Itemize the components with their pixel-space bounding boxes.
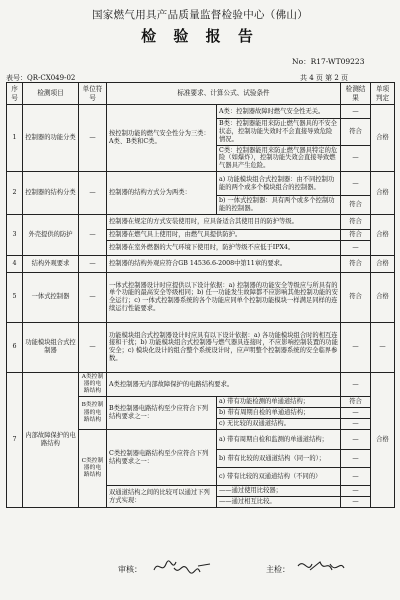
table-row <box>7 172 395 196</box>
row-unit: — <box>79 272 107 322</box>
row-result: — <box>341 450 371 468</box>
row-unit: — <box>79 105 107 172</box>
inspection-table <box>6 82 395 508</box>
table-row <box>7 214 395 229</box>
row-unit: — <box>79 172 107 215</box>
chief-inspector-label: 主检： <box>266 565 290 574</box>
row-standard: 控制器的结构方式分为两类： <box>107 172 217 215</box>
row-seq: 6 <box>7 322 23 372</box>
sub-requirement: A类：控制器故障时燃气安全性无关。 <box>217 105 341 119</box>
row-seq: 7 <box>7 372 23 507</box>
row-standard: 控制器的结构外观应符合GB 14536.6-2008中第11章的要求。 <box>107 255 341 272</box>
row-standard: 控制器在燃气具上使用时，由燃气具提供防护。 <box>107 229 341 240</box>
sub-requirement: C类：控制器能用来防止燃气器具特定的危险（如爆炸），控制功能失效会直接导致燃气器具产生危险。 <box>217 145 341 172</box>
row-result: 符合 <box>341 196 371 215</box>
row-result: — <box>341 172 371 196</box>
row-seq: 5 <box>7 272 23 322</box>
row-judge: 合格 <box>371 255 395 272</box>
col-standard: 标准要求、计算公式、试验条件 <box>107 83 341 105</box>
row-item: 控制器的功能分类 <box>23 105 79 172</box>
report-number: No：R17-WT09223 <box>292 57 365 66</box>
row-item: 控制器的结构分类 <box>23 172 79 215</box>
subclass-b-label: B类控制器的电路结构 <box>79 397 107 430</box>
row-result: 符合 <box>341 397 371 408</box>
table-row <box>7 255 395 272</box>
row-judge: 合格 <box>371 105 395 172</box>
row-unit: — <box>79 214 107 255</box>
sub-requirement: a) 带有周期自检和监测的单通道结构； <box>217 430 341 450</box>
page-count: 共 4 页 第 2 页 <box>300 74 349 82</box>
table-header-row <box>7 83 395 105</box>
org-name: 国家燃气用具产品质量监督检验中心（佛山） <box>92 9 308 21</box>
row-result: 符合 <box>341 119 371 146</box>
row-item: 一体式控制器 <box>23 272 79 322</box>
sub-requirement: b) 一体式控制器：具有两个或多个控制功能的控制器。 <box>217 196 341 215</box>
sub-requirement: a) 功能模块组合式控制器：由不同控制功能的两个或多个模块组合的控制器。 <box>217 172 341 196</box>
report-title: 检 验 报 告 <box>141 27 259 45</box>
subclass-c-label: C类控制器的电路结构 <box>79 430 107 508</box>
row-standard: 功能模块组合式控制器设计时应具有以下设计依据：a) 各功能模块组合时的相互连接和干扰；b) 功能模块组合式控制器与燃气器具连接时，不应影响控制装置的功能安全；c) 模块化设计的组合整个系统设计时，应声明整个控制器系统的安全临界参数。 <box>107 322 341 372</box>
comparison-desc: 双通道结构之间的比较可以通过下列方式实现： <box>107 486 217 508</box>
row-result: 符合 <box>341 214 371 229</box>
subclass-a-label: A类控制器的电路结构 <box>79 372 107 397</box>
sub-requirement: a) 带有功能检测的单通道结构； <box>217 397 341 408</box>
row-seq: 4 <box>7 255 23 272</box>
row-result: — <box>341 497 371 508</box>
row-standard: 控制器在室外燃器的大气环境下使用时，防护等级不应低于IPX4。 <box>107 240 341 255</box>
chief-inspector-signature <box>296 556 346 578</box>
table-row <box>7 272 395 322</box>
row-item: 功能模块组合式控制器 <box>23 322 79 372</box>
col-judge: 单项判定 <box>371 83 395 105</box>
col-unit: 单位符号 <box>79 83 107 105</box>
sub-requirement: ——通过使用比较器； <box>217 486 341 497</box>
sub-requirement: B类：控制器能用来防止燃气器具的不安全状态，控制功能失效时不会直接导致危险情况。 <box>217 119 341 146</box>
row-result: — <box>341 486 371 497</box>
row-item: 外壳提供的防护 <box>23 214 79 255</box>
row-judge: — <box>371 322 395 372</box>
row-result: — <box>341 430 371 450</box>
row-result: — <box>341 419 371 430</box>
row-standard: 控制器在规定的方式安装使用时，应具备适合其使用目的防护等级。 <box>107 214 341 229</box>
row-judge: 合格 <box>371 272 395 322</box>
row-unit: — <box>79 255 107 272</box>
row-result: — <box>341 468 371 486</box>
col-item: 检测项目 <box>23 83 79 105</box>
reviewer-signature <box>152 556 212 578</box>
row-result: — <box>341 145 371 172</box>
row-item: 内部故障保护的电路结构 <box>23 372 79 507</box>
table-row <box>7 322 395 372</box>
table-number: 表号：QR-CX049-02 <box>6 74 76 82</box>
row-result: — <box>341 408 371 419</box>
row-seq: 2 <box>7 172 23 215</box>
subclass-b-desc: B类控制器电路结构至少应符合下列结构要求之一： <box>107 397 217 430</box>
row-judge: 合格 <box>371 172 395 215</box>
col-result: 检测结果 <box>341 83 371 105</box>
sub-requirement: b) 带有周期自检的单通道结构； <box>217 408 341 419</box>
row-standard: 按控制功能的燃气安全性分为三类：A类、B类和C类。 <box>107 105 217 172</box>
subclass-c-desc: C类控制器电路结构至少应符合下列结构要求之一： <box>107 430 217 486</box>
row-item: 结构外观要求 <box>23 255 79 272</box>
sub-requirement: c) 带有比较的双通道结构（不同的） <box>217 468 341 486</box>
sub-requirement: b) 带有比较的双通道结构（同一的）； <box>217 450 341 468</box>
row-result: — <box>341 240 371 255</box>
row-unit: — <box>79 322 107 372</box>
reviewer-label: 审核： <box>118 565 142 574</box>
row-standard: 一体式控制器设计时应提供以下设计依据：a) 控制器的功能安全等级应与所具有的单个功能的最高安全等级相同；b) 任一功能发生故障都不应影响其他控制功能的安全运行；c) 一体式控制器系统的各个功能应同单个控制功能模块一样满足同样的连续运行性能要求。 <box>107 272 341 322</box>
row-judge: 合格 <box>371 372 395 507</box>
sub-requirement: c) 无比较的双通道结构。 <box>217 419 341 430</box>
row-seq: 3 <box>7 214 23 255</box>
row-judge: 合格 <box>371 214 395 255</box>
row-result: 符合 <box>341 229 371 240</box>
row-result: 符合 <box>341 272 371 322</box>
row-seq: 1 <box>7 105 23 172</box>
row-standard: A类控制器无内部故障保护的电路结构要求。 <box>107 372 341 397</box>
table-row <box>7 372 395 397</box>
row-result: 符合 <box>341 255 371 272</box>
sub-requirement: ——通过相互比较。 <box>217 497 341 508</box>
row-result: — <box>341 322 371 372</box>
col-seq: 序号 <box>7 83 23 105</box>
table-row <box>7 105 395 119</box>
row-result: — <box>341 105 371 119</box>
row-result: — <box>341 372 371 397</box>
